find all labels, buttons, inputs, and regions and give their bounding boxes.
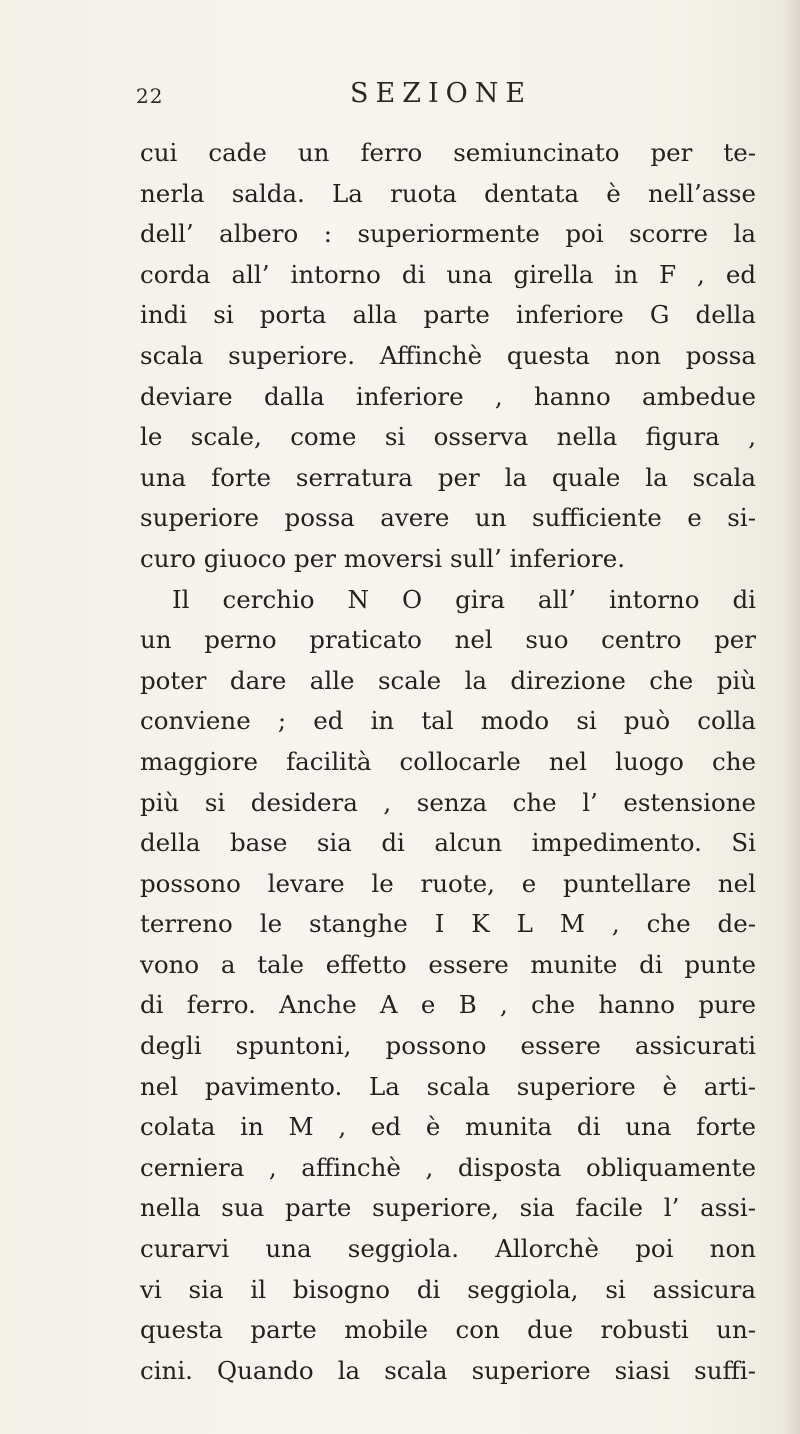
text-line: della base sia di alcun impedimento. Si [140, 828, 756, 858]
text-line: Il cerchio N O gira all’ intorno di [172, 584, 756, 614]
text-line: le scale, come si osserva nella figura , [140, 422, 756, 452]
text-line: più si desidera , senza che l’ estensione [140, 787, 756, 817]
text-line: una forte serratura per la quale la scala [140, 462, 756, 492]
text-line: indi si porta alla parte inferiore G della [140, 300, 756, 330]
text-line: scala superiore. Affinchè questa non possa [140, 340, 756, 370]
text-line: corda all’ intorno di una girella in F , ed [140, 259, 756, 289]
page-number: 22 [136, 84, 164, 108]
text-line: poter dare alle scale la direzione che più [140, 665, 756, 695]
text-line: vono a tale effetto essere munite di punte [140, 949, 756, 979]
body-text [140, 133, 756, 1391]
text-line: conviene ; ed in tal modo si può colla [140, 706, 756, 736]
page-header [0, 78, 800, 118]
text-line: curarvi una seggiola. Allorchè poi non [140, 1234, 756, 1264]
text-line: un perno praticato nel suo centro per [140, 625, 756, 655]
text-line: cini. Quando la scala superiore siasi suffi- [140, 1355, 756, 1385]
text-line: curo giuoco per moversi sull’ inferiore. [140, 543, 626, 573]
text-line: cerniera , affinchè , disposta obliquamente [140, 1152, 756, 1182]
text-line: nel pavimento. La scala superiore è arti- [140, 1071, 756, 1101]
text-line: deviare dalla inferiore , hanno ambedue [140, 381, 756, 411]
text-line: terreno le stanghe I K L M , che de- [140, 909, 756, 939]
text-line: nella sua parte superiore, sia facile l’ assi- [140, 1193, 756, 1223]
text-line: possono levare le ruote, e puntellare nel [140, 868, 756, 898]
text-line: superiore possa avere un sufficiente e si- [140, 503, 756, 533]
text-line: cui cade un ferro semiuncinato per te- [140, 138, 756, 167]
text-line: vi sia il bisogno di seggiola, si assicura [140, 1274, 756, 1304]
text-line: maggiore facilità collocarle nel luogo che [140, 746, 756, 776]
text-line: degli spuntoni, possono essere assicurati [140, 1031, 756, 1061]
text-line: di ferro. Anche A e B , che hanno pure [140, 990, 756, 1020]
text-line: colata in M , ed è munita di una forte [140, 1112, 756, 1142]
running-head: SEZIONE [350, 78, 533, 109]
text-line: dell’ albero : superiormente poi scorre la [140, 219, 756, 249]
text-line: questa parte mobile con due robusti un- [140, 1315, 756, 1345]
text-line: nerla salda. La ruota dentata è nell’asse [140, 178, 756, 208]
page-edge-shadow [782, 0, 800, 1434]
